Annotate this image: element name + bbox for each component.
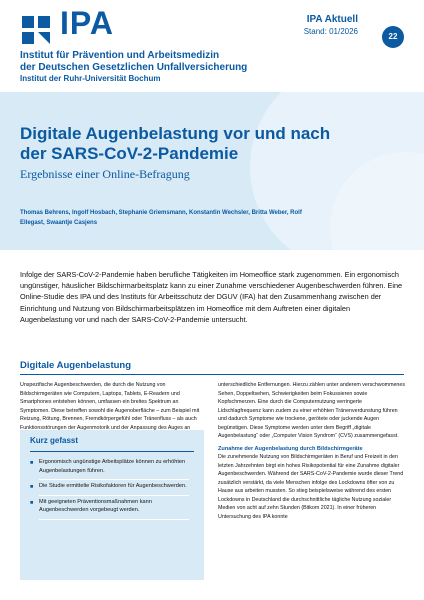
list-item: ■ Ergonomisch ungünstige Arbeitsplätze können zu erhöhten Augenbelastungen führen.: [30, 458, 194, 480]
article-title: Digitale Augenbelastung vor und nach der SARS-CoV-2-Pandemie: [20, 124, 331, 163]
section-heading: Digitale Augenbelastung: [20, 360, 132, 371]
summary-box: [20, 430, 204, 580]
section-divider: [20, 374, 404, 375]
summary-heading: Kurz gefasst: [30, 436, 79, 445]
summary-divider: [30, 451, 194, 452]
bullet-icon: ■: [30, 484, 34, 491]
body-column-right: [218, 381, 405, 521]
list-item: ■ Die Studie ermittelte Risikofaktoren für Augenbeschwerden.: [30, 482, 194, 496]
bullet-icon: ■: [30, 460, 34, 466]
subsection-heading: Zunahme der Augenbelastung durch Bildschirmgeräte: [218, 445, 363, 452]
body-column-left: Unspezifische Augenbeschwerden, die durch die Nutzung von Bildschirmgeräten wie Computern, Laptops, Tablets, E-Readern und Smartphones entstehen können, umfassen ein breites Spektrum an Symptomen. Diese betreffen sowohl die Augenoberfläche – zum Beispiel mit Reizung, Rötung, Brennen, Fremdkörpergefühl oder Tränenfluss – als auch Funktionsstörungen der Augenmotorik und der Anpassung des Auges an: [20, 382, 200, 431]
institute-affiliation: Institut der Ruhr-Universität Bochum: [20, 74, 161, 83]
dguv-logo-icon: [20, 14, 56, 48]
author-list: Thomas Behrens, Ingolf Hosbach, Stephanie Griemsmann, Konstantin Wechsler, Britta Weber, Rolf Ellegast, Swaantje Casjens: [20, 210, 302, 226]
page-header: [0, 0, 424, 92]
series-title: IPA Aktuell: [306, 14, 358, 25]
body-paragraph: unterschiedliche Entfernungen. Hierzu zählen unter anderem verschwommenes Sehen, Doppeltsehen, Schwierigkeiten beim Fokussieren sowie Kopfschmerzen. Eine durch die Computernutzung verringerte Lidschlagfrequenz kann zudem zu einer erhöhten Tränenverdunstung führen und dadurch Symptome wie trockene, gerötete oder juckende Augen begünstigen. Diese Symptome werden unter dem Begriff „digitale Augenbelastung“ oder „Computer Vision Syndrom“ (CVS) zusammengefasst.: [218, 382, 405, 439]
body-paragraph: Die zunehmende Nutzung von Bildschirmgeräten in Beruf und Freizeit in den letzten Jahrzehnten birgt ein hohes Risikopotential für eine Zunahme digitaler Augenbeschwerden. Während der SARS-CoV-2-Pandemie wurde dieser Trend zusätzlich verstärkt, da viele Menschen infolge des Lockdowns öfter von zu Hause aus arbeiten mussten. So stieg beispielsweise während des ersten Lockdowns in Deutschland die durchschnittliche tägliche Nutzung sozialer Medien von acht auf zehn Stunden (Bitkom 2021). In einer früheren Untersuchung des IPA konnte: [218, 454, 404, 520]
intro-paragraph: Infolge der SARS-CoV-2-Pandemie haben berufliche Tätigkeiten im Homeoffice stark zugenommen. Ein ergonomisch ungünstiger, häuslicher Bildschirmarbeitsplatz kann zu einer Zunahme verschiedener Augenbeschwerden führen. Eine Online-Studie des IPA und des Instituts für Arbeitsschutz der DGUV (IFA) hat den Zusammenhang zwischen der Einrichtung und Nutzung von Bildschirmarbeitsplätzen im Homeoffice mit dem Auftreten einer digitalen Augenbelastung vor und nach der SARS-CoV-2-Pandemie untersucht.: [20, 270, 403, 324]
page-number-badge: 22: [382, 26, 404, 48]
summary-list: [30, 458, 194, 522]
bullet-icon: ■: [30, 499, 34, 506]
issue-date: Stand: 01/2026: [303, 27, 358, 36]
ipa-wordmark: IPA: [60, 5, 114, 41]
institute-name: Institut für Prävention und Arbeitsmedizin der Deutschen Gesetzlichen Unfallversicherung: [20, 50, 248, 73]
list-item: ■ Mit geeigneten Präventionsmaßnahmen kann Augenbeschwerden vorgebeugt werden.: [30, 498, 194, 520]
article-subtitle: Ergebnisse einer Online-Befragung: [20, 167, 190, 181]
